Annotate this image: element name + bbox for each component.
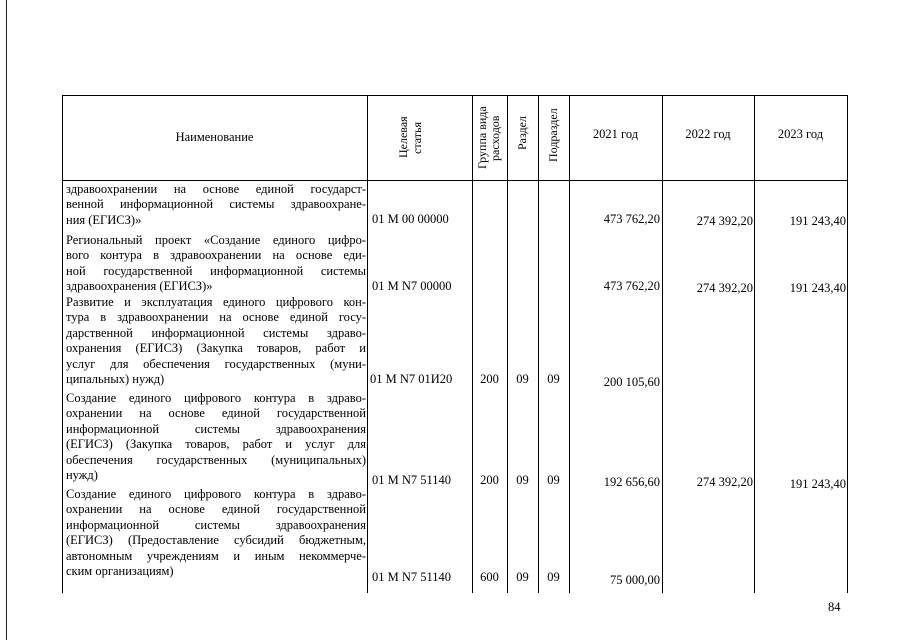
row-name-line: вого контура в здравоохранении на основе еди- [66, 248, 366, 263]
row-name-line: обеспечения государственных (муниципальных) [66, 452, 366, 467]
row-name-line: здравоохранения (ЕГИСЗ)» [66, 279, 213, 294]
row-name-line: охранении на основе единой государственной [66, 502, 366, 517]
row-2021-value: 473 762,20 [603, 279, 660, 293]
row-target-code: 01 М N7 01И20 [370, 372, 453, 386]
row-name-line: охранении на основе единой государственной [66, 406, 366, 421]
row-2023-value: 191 243,40 [789, 281, 846, 295]
row-name-line: (ЕГИСЗ) (Закупка товаров, работ и услуг для [66, 437, 366, 452]
col-border [538, 96, 539, 593]
row-name-line: ния (ЕГИСЗ)» [66, 212, 142, 227]
row-name [66, 233, 366, 295]
col-border [569, 96, 570, 593]
page-number: 84 [828, 600, 841, 614]
row-section-code: 09 [516, 570, 529, 584]
row-name [66, 487, 366, 579]
col-border [847, 96, 848, 593]
row-group-code: 600 [480, 570, 499, 584]
col-border [507, 96, 508, 593]
header-name: Наименование [175, 130, 254, 144]
row-name-line: здравоохранении на основе единой государст- [66, 182, 366, 196]
col-border [754, 96, 755, 593]
row-name [66, 182, 366, 228]
row-2022-value: 274 392,20 [696, 281, 753, 295]
row-subsection-code: 09 [547, 473, 560, 487]
col-border [62, 96, 63, 593]
col-border [367, 96, 368, 593]
row-subsection-code: 09 [547, 372, 560, 386]
row-name [66, 391, 366, 483]
row-name-line: Развитие и эксплуатация единого цифрового кон- [66, 295, 366, 309]
header-2021: 2021 год [592, 127, 639, 141]
row-name-line: нужд) [66, 468, 98, 483]
row-name-line: ной государственной информационной системы [66, 263, 366, 278]
row-name-line: ципальных) нужд) [66, 372, 165, 387]
col-border [662, 96, 663, 593]
row-section-code: 09 [516, 372, 529, 386]
row-2023-value: 191 243,40 [789, 477, 846, 491]
row-name-line: автономным учреждениям и иным некоммерче- [66, 548, 366, 563]
header-2023: 2023 год [777, 127, 824, 141]
row-group-code: 200 [480, 473, 499, 487]
header-section: Раздел [515, 116, 529, 150]
row-subsection-code: 09 [547, 570, 560, 584]
row-name-line: тура в здравоохранении на основе единой госу- [66, 310, 366, 325]
row-2021-value: 75 000,00 [610, 573, 660, 587]
header-bottom-border [62, 180, 848, 181]
row-2021-value: 473 762,20 [603, 212, 660, 226]
row-section-code: 09 [516, 473, 529, 487]
row-name-line: Создание единого цифрового контура в здраво- [66, 487, 366, 501]
header-target-line2: статья [410, 122, 424, 154]
row-target-code: 01 М 00 00000 [372, 212, 449, 226]
row-name-line: венной информационной системы здравоохране- [66, 197, 366, 212]
header-group-line1: Группа вида [475, 106, 489, 170]
row-2021-value: 192 656,60 [603, 475, 660, 489]
header-subsection: Подраздел [546, 108, 560, 162]
row-2021-value: 200 105,60 [603, 375, 660, 389]
row-target-code: 01 М N7 00000 [372, 279, 452, 293]
row-group-code: 200 [480, 372, 499, 386]
col-border [472, 96, 473, 593]
row-name-line: охранения (ЕГИСЗ) (Закупка товаров, работ и [66, 341, 366, 356]
row-name-line: Региональный проект «Создание единого цифро- [66, 233, 366, 247]
page-edge-line [6, 0, 7, 640]
header-2022: 2022 год [685, 127, 731, 141]
row-2023-value: 191 243,40 [789, 214, 846, 228]
row-name [66, 295, 366, 387]
row-name-line: услуг для обеспечения государственных (муни- [66, 356, 366, 371]
row-name-line: (ЕГИСЗ) (Предоставление субсидий бюджетным, [66, 533, 366, 548]
row-name-line: Создание единого цифрового контура в здраво- [66, 391, 366, 405]
row-name-line: информационной системы здравоохранения [66, 421, 366, 436]
row-name-line: ским организациям) [66, 564, 174, 579]
row-target-code: 01 М N7 51140 [372, 570, 452, 584]
row-target-code: 01 М N7 51140 [372, 473, 452, 487]
row-name-line: дарственной информационной системы здраво- [66, 325, 366, 340]
row-name-line: информационной системы здравоохранения [66, 517, 366, 532]
header-group-line2: расходов [488, 115, 502, 161]
row-2022-value: 274 392,20 [696, 475, 753, 489]
row-2022-value: 274 392,20 [696, 214, 753, 228]
header-target-line1: Целевая [396, 116, 410, 158]
table-top-border [62, 95, 848, 96]
